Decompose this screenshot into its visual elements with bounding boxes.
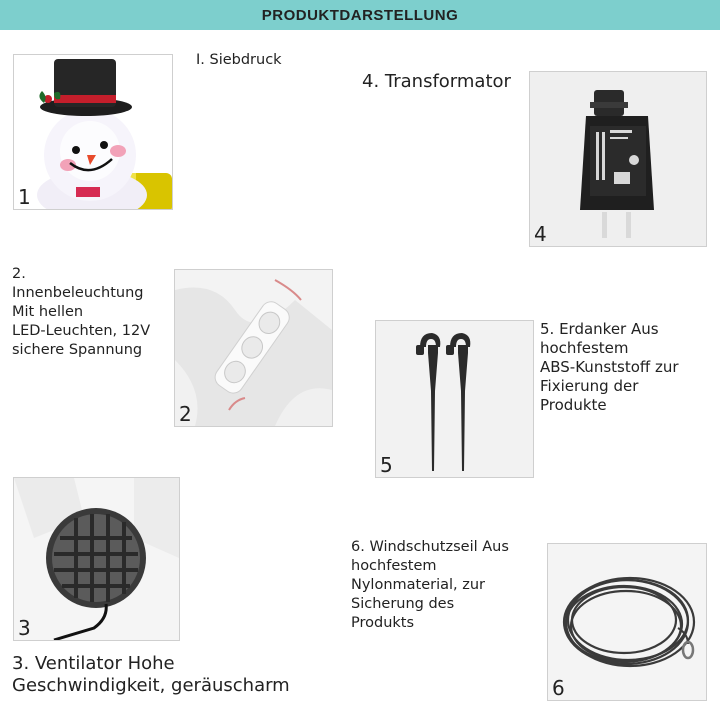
transformer-image <box>530 72 706 246</box>
caption-line: ABS-Kunststoff zur <box>540 358 679 376</box>
caption-line: LED-Leuchten, 12V <box>12 323 151 339</box>
caption-line: 6. Windschutzseil Aus <box>351 539 509 555</box>
photo-ground-anchors <box>375 320 534 478</box>
led-image <box>175 270 332 426</box>
caption-line: I. Siebdruck <box>196 52 282 68</box>
header-banner <box>0 0 720 30</box>
caption-line: Produkts <box>351 615 415 631</box>
caption-erdanker <box>540 320 679 415</box>
photo-number: 2 <box>179 402 192 426</box>
caption-line: Fixierung der <box>540 377 639 395</box>
caption-windschutzseil <box>351 538 509 633</box>
caption-line: Sicherung des <box>351 596 455 612</box>
photo-transformer <box>529 71 707 247</box>
rope-image <box>548 544 706 700</box>
photo-number: 6 <box>552 676 565 700</box>
caption-line: hochfestem <box>540 339 629 357</box>
caption-line: Mit hellen <box>12 304 84 320</box>
banner-title: PRODUKTDARSTELLUNG <box>261 6 459 24</box>
photo-rope <box>547 543 707 701</box>
caption-line: Produkte <box>540 396 607 414</box>
photo-fan <box>13 477 180 641</box>
caption-line: sichere Spannung <box>12 342 143 358</box>
photo-snowman-print <box>13 54 173 210</box>
fan-image <box>14 478 179 640</box>
caption-line: Innenbeleuchtung <box>12 285 144 301</box>
photo-number: 5 <box>380 453 393 477</box>
caption-line: Geschwindigkeit, geräuscharm <box>12 675 290 696</box>
photo-number: 3 <box>18 616 31 640</box>
caption-ventilator <box>12 653 290 697</box>
photo-number: 1 <box>18 185 31 209</box>
photo-number: 4 <box>534 222 547 246</box>
caption-innenbeleuchtung <box>12 265 150 360</box>
anchors-image <box>376 321 533 477</box>
caption-line: 4. Transformator <box>362 71 511 92</box>
caption-line: 5. Erdanker Aus <box>540 320 659 338</box>
snowman-image <box>14 55 172 209</box>
caption-line: 3. Ventilator Hohe <box>12 653 175 674</box>
caption-line: hochfestem <box>351 558 437 574</box>
caption-siebdruck <box>196 51 282 70</box>
caption-line: 2. <box>12 266 26 282</box>
caption-transformator <box>362 71 511 93</box>
photo-led-lights <box>174 269 333 427</box>
caption-line: Nylonmaterial, zur <box>351 577 486 593</box>
